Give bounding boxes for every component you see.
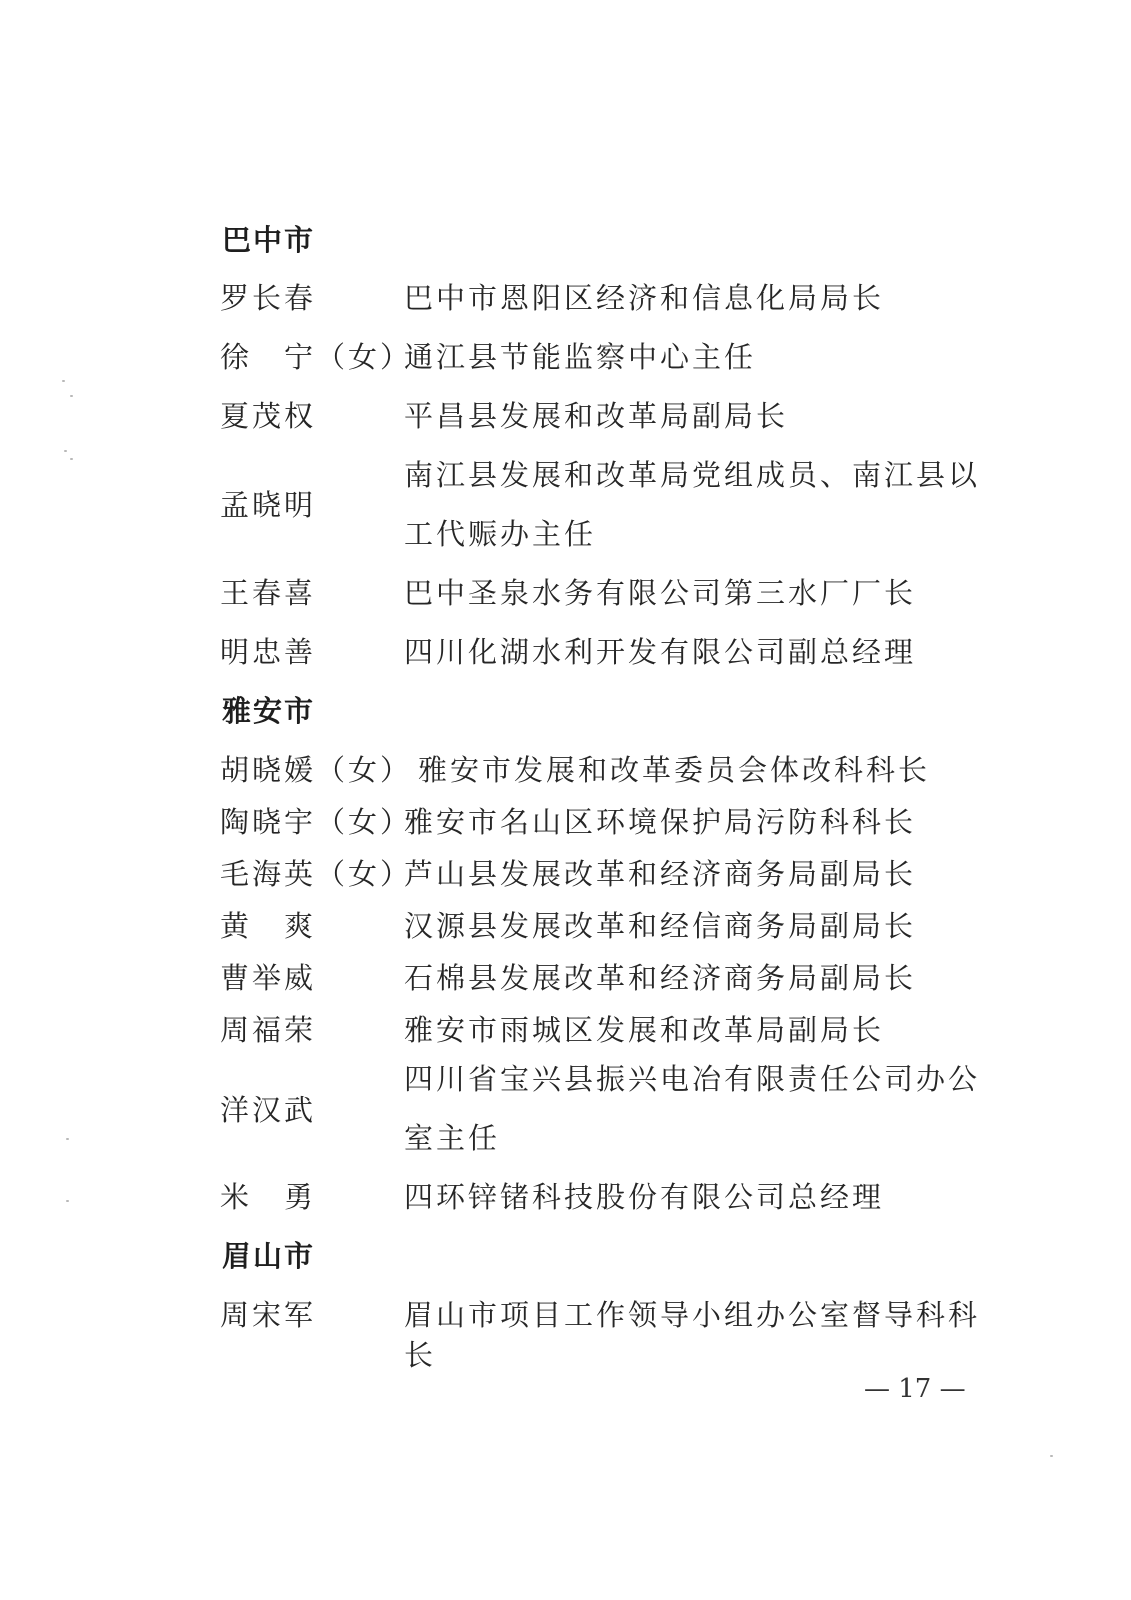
scan-speck [62, 380, 65, 382]
member-name: 周福荣 [220, 1013, 317, 1047]
scan-speck [70, 458, 73, 460]
member-title: 四川化湖水利开发有限公司副总经理 [404, 635, 917, 669]
member-title: 通江县节能监察中心主任 [404, 340, 757, 374]
scan-speck [64, 450, 67, 452]
member-title: 芦山县发展改革和经济商务局副局长 [404, 857, 917, 891]
member-name: 夏茂权 [220, 399, 317, 433]
member-name: 徐 宁（女） [220, 340, 413, 374]
member-name: 周宋军 [220, 1298, 317, 1332]
member-name: 明忠善 [220, 635, 317, 669]
member-title: 雅安市雨城区发展和改革局副局长 [404, 1013, 885, 1047]
member-name: 胡晓媛（女） [220, 753, 413, 787]
member-name: 毛海英（女） [220, 857, 413, 891]
member-name: 孟晓明 [220, 488, 317, 522]
member-title: 汉源县发展改革和经信商务局副局长 [404, 909, 917, 943]
member-name: 洋汉武 [220, 1093, 317, 1127]
member-name: 黄 爽 [220, 909, 317, 943]
member-title: 四川省宝兴县振兴电冶有限责任公司办公室主任 [404, 1062, 981, 1155]
member-title: 雅安市名山区环境保护局污防科科长 [404, 805, 917, 839]
section-title-meishan: 眉山市 [222, 1239, 316, 1273]
scan-speck [66, 1200, 69, 1202]
member-title: 南江县发展和改革局党组成员、南江县以工代赈办主任 [404, 458, 981, 551]
member-name: 王春喜 [220, 576, 317, 610]
member-title: 石棉县发展改革和经济商务局副局长 [404, 961, 917, 995]
member-name: 曹举威 [220, 961, 317, 995]
member-title: 平昌县发展和改革局副局长 [404, 399, 789, 433]
member-title: 眉山市项目工作领导小组办公室督导科科长 [404, 1298, 981, 1372]
member-title: 巴中市恩阳区经济和信息化局局长 [404, 281, 885, 315]
scan-speck [66, 1138, 69, 1140]
page-number: — 17 — [864, 1374, 966, 1404]
member-name: 罗长春 [220, 281, 317, 315]
member-name: 陶晓宇（女） [220, 805, 413, 839]
member-name: 米 勇 [220, 1180, 317, 1214]
section-title-bazhong: 巴中市 [222, 223, 316, 257]
scan-speck [1050, 1455, 1053, 1457]
member-title: 雅安市发展和改革委员会体改科科长 [418, 753, 931, 787]
section-title-yaan: 雅安市 [222, 694, 316, 728]
member-title: 巴中圣泉水务有限公司第三水厂厂长 [404, 576, 917, 610]
member-title: 四环锌锗科技股份有限公司总经理 [404, 1180, 885, 1214]
scan-speck [70, 395, 73, 397]
